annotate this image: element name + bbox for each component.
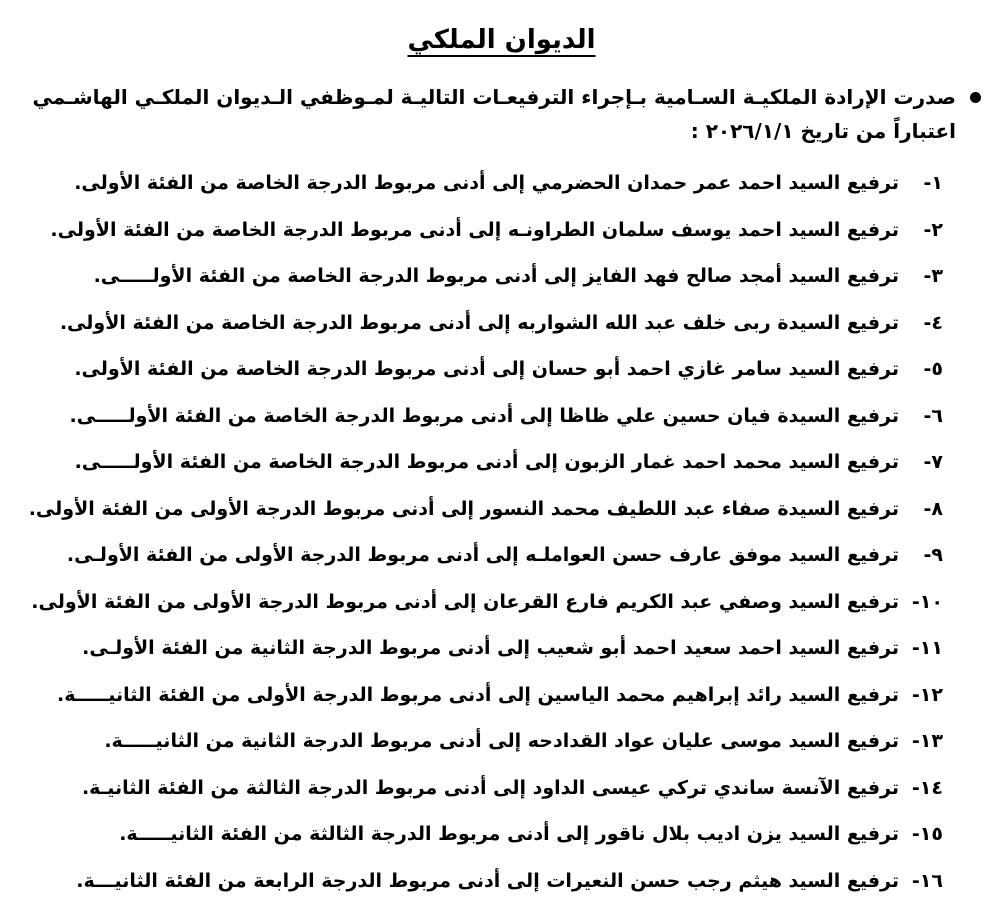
promotion-list bbox=[28, 160, 943, 904]
item-number: ٣- bbox=[923, 265, 943, 288]
item-text: ترفيع السيدة صفاء عبد اللطيف محمد النسور إلى أدنى مربوط الدرجة الأولى من الفئة الأولى. bbox=[28, 497, 899, 520]
item-text: ترفيع السيد موسى عليان عواد القدادحه إلى أدنى مربوط الدرجة الثانية من الثانيـــــة. bbox=[104, 730, 899, 753]
item-number: ٨- bbox=[923, 497, 943, 520]
list-item bbox=[31, 579, 943, 626]
item-number: ٩- bbox=[923, 544, 943, 567]
list-item bbox=[50, 207, 943, 254]
item-text: ترفيع السيدة ربى خلف عبد الله الشواربه إلى أدنى مربوط الدرجة الخاصة من الفئة الأولى. bbox=[59, 311, 899, 334]
list-item bbox=[63, 393, 943, 440]
item-text: ترفيع السيدة فيان حسين علي ظاظا إلى أدنى مربوط الدرجة الخاصة من الفئة الأولـــــى. bbox=[69, 404, 899, 427]
list-item bbox=[63, 811, 943, 858]
item-text: ترفيع السيد احمد سعيد احمد أبو شعيب إلى أدنى مربوط الدرجة الثانية من الفئة الأولـى. bbox=[82, 637, 899, 660]
item-text: ترفيع الآنسة ساندي تركي عيسى الداود إلى أدنى مربوط الدرجة الثالثة من الفئة الثانيـة. bbox=[81, 776, 899, 799]
list-item bbox=[56, 672, 943, 719]
list-item bbox=[59, 300, 943, 347]
intro-line-first bbox=[21, 80, 981, 114]
list-item bbox=[63, 765, 943, 812]
item-number: ١- bbox=[923, 172, 943, 195]
item-text: ترفيع السيد يزن اديب بلال ناقور إلى أدنى مربوط الدرجة الثالثة من الفئة الثانيـــــة. bbox=[119, 823, 899, 846]
item-text: ترفيع السيد وصفي عبد الكريم فارع القرعان إلى أدنى مربوط الدرجة الأولى من الفئة الأولى. bbox=[31, 590, 899, 613]
list-item bbox=[63, 858, 943, 905]
list-item bbox=[63, 253, 943, 300]
document-title: الديوان الملكي bbox=[407, 25, 596, 55]
item-text: ترفيع السيد رائد إبراهيم محمد الياسين إلى أدنى مربوط الدرجة الأولى من الفئة الثانيـــــة. bbox=[56, 683, 899, 706]
list-item bbox=[63, 439, 943, 486]
item-text: ترفيع السيد موفق عارف حسن العواملـه إلى أدنى مربوط الدرجة الأولى من الفئة الأولـى. bbox=[66, 544, 899, 567]
item-number: ١٦- bbox=[911, 869, 943, 892]
item-number: ١٢- bbox=[911, 683, 943, 706]
item-text: ترفيع السيد محمد احمد غمار الزبون إلى أدنى مربوط الدرجة الخاصة من الفئة الأولـــــى. bbox=[74, 451, 899, 474]
item-number: ١٣- bbox=[911, 730, 943, 753]
item-number: ٧- bbox=[923, 451, 943, 474]
list-item bbox=[63, 346, 943, 393]
item-text: ترفيع السيد احمد يوسف سلمان الطراونـه إلى أدنى مربوط الدرجة الخاصة من الفئة الأولى. bbox=[50, 218, 899, 241]
list-item bbox=[63, 625, 943, 672]
item-number: ٤- bbox=[923, 311, 943, 334]
list-item bbox=[28, 486, 943, 533]
item-text: ترفيع السيد أمجد صالح فهد الفايز إلى أدنى مربوط الدرجة الخاصة من الفئة الأولـــــى. bbox=[93, 265, 899, 288]
list-item bbox=[63, 718, 943, 765]
list-item bbox=[63, 160, 943, 207]
intro-text-line1: صدرت الإرادة الملكيـة السـامية بـإجراء الترفيعـات التاليـة لمـوظفي الـديوان الملكـي الهاشـمي bbox=[32, 85, 956, 109]
item-number: ١٥- bbox=[911, 823, 943, 846]
item-text: ترفيع السيد احمد عمر حمدان الحضرمي إلى أدنى مربوط الدرجة الخاصة من الفئة الأولى. bbox=[74, 172, 899, 195]
item-number: ٢- bbox=[923, 218, 943, 241]
item-number: ٦- bbox=[923, 404, 943, 427]
item-number: ١٠- bbox=[911, 590, 943, 613]
item-number: ٥- bbox=[923, 358, 943, 381]
intro-paragraph bbox=[21, 80, 981, 148]
intro-text-line2: اعتباراً من تاريخ ٢٠٢٦/١/١ : bbox=[690, 119, 956, 143]
item-text: ترفيع السيد هيثم رجب حسن النعيرات إلى أدنى مربوط الدرجة الرابعة من الفئة الثانيـــة. bbox=[76, 869, 899, 892]
list-item bbox=[63, 532, 943, 579]
item-text: ترفيع السيد سامر غازي احمد أبو حسان إلى أدنى مربوط الدرجة الخاصة من الفئة الأولى. bbox=[74, 358, 899, 381]
bullet-icon bbox=[970, 92, 981, 103]
intro-line-second bbox=[21, 114, 981, 148]
item-number: ١٤- bbox=[911, 776, 943, 799]
item-number: ١١- bbox=[911, 637, 943, 660]
